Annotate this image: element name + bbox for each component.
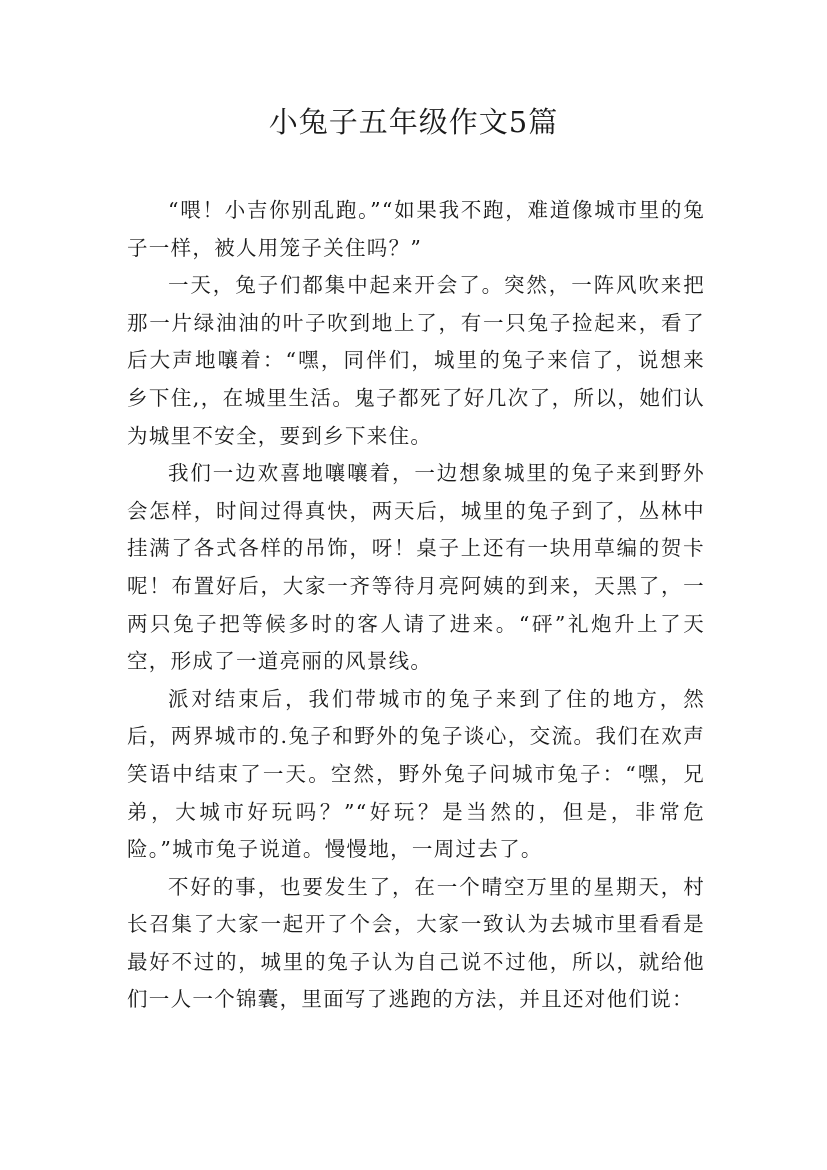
paragraph: 不好的事，也要发生了，在一个晴空万里的星期天，村长召集了大家一起开了个会，大家一致认为去城市里看看是最好不过的，城里的兔子认为自己说不过他，所以，就给他们一人一个锦囊，里面写了逃跑的方法，并且还对他们说： bbox=[127, 874, 705, 1012]
paragraph: 我们一边欢喜地嚷嚷着，一边想象城里的兔子来到野外会怎样，时间过得真快，两天后，城里的兔子到了，丛林中挂满了各式各样的吊饰，呀！桌子上还有一块用草编的贺卡呢！布置好后，大家一齐等待月亮阿姨的到来，天黑了，一两只兔子把等候多时的客人请了进来。“砰”礼炮升上了天空，形成了一道亮丽的风景线。 bbox=[127, 461, 705, 674]
paragraph: 一天，兔子们都集中起来开会了。突然，一阵风吹来把那一片绿油油的叶子吹到地上了，有一只兔子捡起来，看了后大声地嚷着：“嘿，同伴们，城里的兔子来信了，说想来乡下住,，在城里生活。鬼子都死了好几次了，所以，她们认为城里不安全，要到乡下来住。 bbox=[127, 273, 705, 448]
paragraph: “喂！小吉你别乱跑。”“如果我不跑，难道像城市里的兔子一样，被人用笼子关住吗？” bbox=[127, 198, 705, 260]
document-title: 小兔子五年级作文5篇 bbox=[268, 105, 559, 139]
document-body bbox=[127, 192, 705, 1019]
paragraph: 派对结束后，我们带城市的兔子来到了住的地方，然后，两界城市的.兔子和野外的兔子谈心，交流。我们在欢声笑语中结束了一天。空然，野外兔子问城市兔子：“嘿，兄弟，大城市好玩吗？”“好玩？是当然的，但是，非常危险。”城市兔子说道。慢慢地，一周过去了。 bbox=[127, 686, 705, 862]
